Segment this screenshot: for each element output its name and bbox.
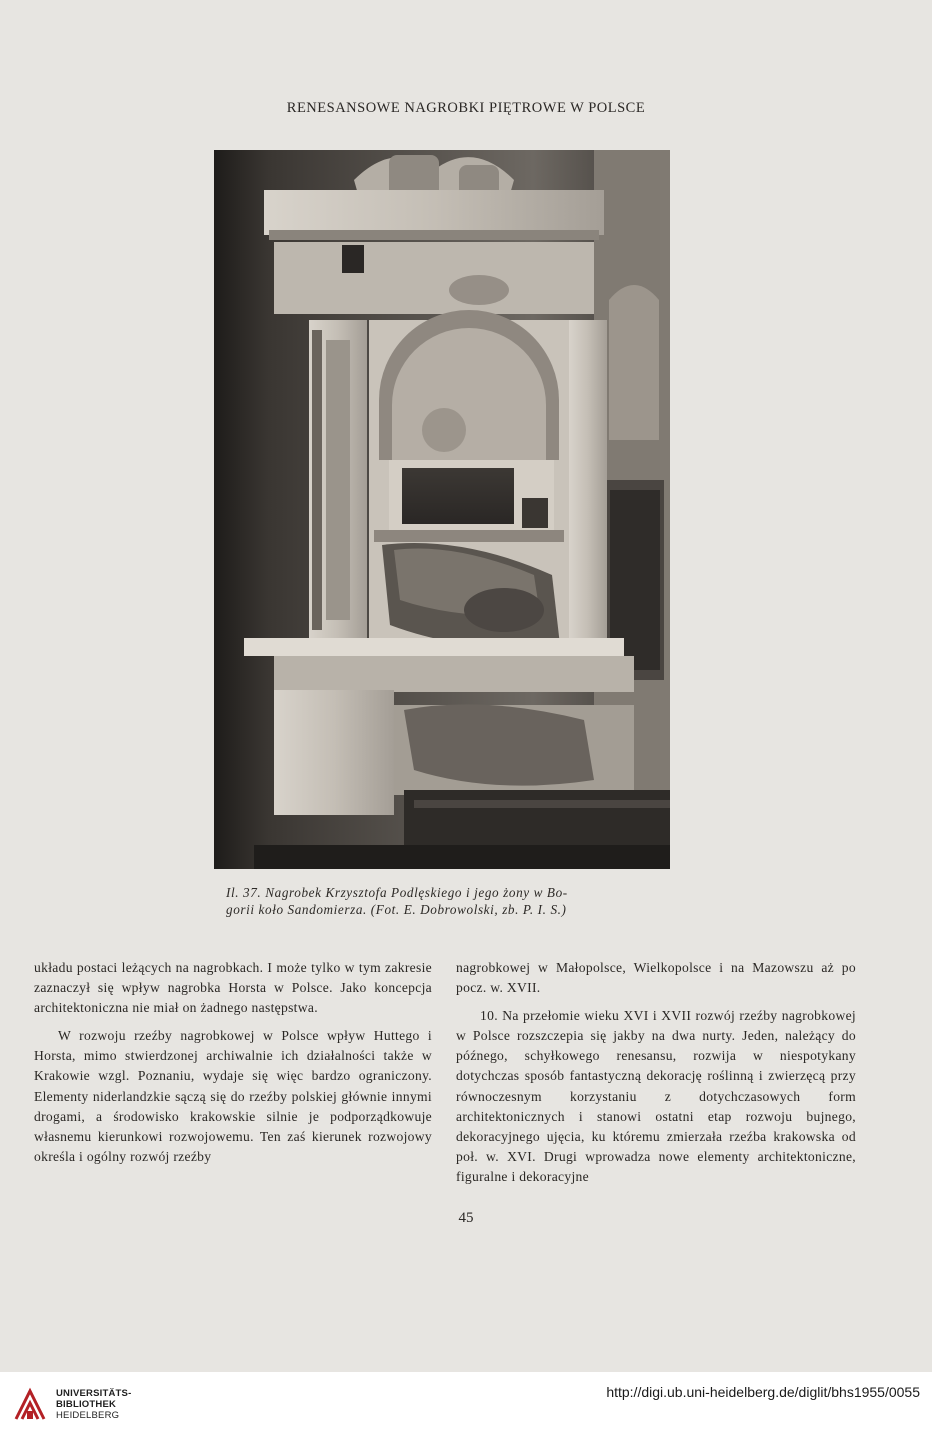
caption-line: Il. 37. Nagrobek Krzysztofa Podlęskiego i jego żony w Bo- [226, 885, 568, 900]
paragraph: układu postaci leżących na nagrobkach. I może tylko w tym zakresie zaznaczył się wpływ nagrobka Horsta w Polsce. Jako koncepcja architektoniczna nie miał on żadnego następstwa. [34, 960, 432, 1016]
library-name-line: UNIVERSITÄTS- [56, 1388, 132, 1399]
page-number: 45 [458, 1210, 474, 1226]
right-column [456, 958, 856, 1187]
tomb-photograph [214, 150, 670, 869]
caption-line: gorii koło Sandomierza. (Fot. E. Dobrowolski, zb. P. I. S.) [226, 902, 567, 917]
left-column [34, 958, 432, 1167]
tomb-monument-illustration [214, 150, 670, 869]
paragraph: nagrobkowej w Małopolsce, Wielkopolsce i na Mazowszu aż po pocz. w. XVII. [456, 960, 856, 996]
running-title: RENESANSOWE NAGROBKI PIĘTROWE W POLSCE [286, 100, 646, 116]
library-logo-icon [10, 1385, 50, 1425]
figure-caption [226, 884, 676, 918]
permalink-url[interactable]: http://digi.ub.uni-heidelberg.de/diglit/bhs1955/0055 [606, 1384, 920, 1400]
library-name [56, 1388, 131, 1421]
digitization-footer [0, 1372, 932, 1440]
paragraph: W rozwoju rzeźby nagrobkowej w Polsce wpływ Huttego i Horsta, mimo stwierdzonej archiwalnie ich działalności także w Krakowie wzgl. Poznaniu, wydaje się więc bardzo ograniczony. Elementy niderlandzkie sączą się do rzeźby polskiej głównie innymi drogami, a środowisko krakowskie silnie je podporządkowuje własnemu kierunkowi rozwojowemu. Ten zaś kierunek rozwojowy określa i ogólny rozwój rzeźby [34, 1028, 432, 1164]
library-name-line: BIBLIOTHEK [56, 1399, 117, 1410]
paragraph: 10. Na przełomie wieku XVI i XVII rozwój rzeźby nagrobkowej w Polsce rozszczepia się jakby na dwa nurty. Jeden, należący do późnego, schyłkowego renesansu, rozwija w niespotykany dotychczas sposób fantastyczną dekorację roślinną i zwierzęcą przy równoczesnym korzystaniu z dotychczasowych form architektonicznych i stanowi ostatni etap rozwoju bujnego, dekoracyjnego ujęcia, ku któremu zmierzała rzeźba krakowska od poł. w. XVI. Drugi wprowadza nowe elementy architektoniczne, figuralne i dekoracyjne [456, 1008, 856, 1184]
library-name-line: HEIDELBERG [56, 1410, 120, 1421]
